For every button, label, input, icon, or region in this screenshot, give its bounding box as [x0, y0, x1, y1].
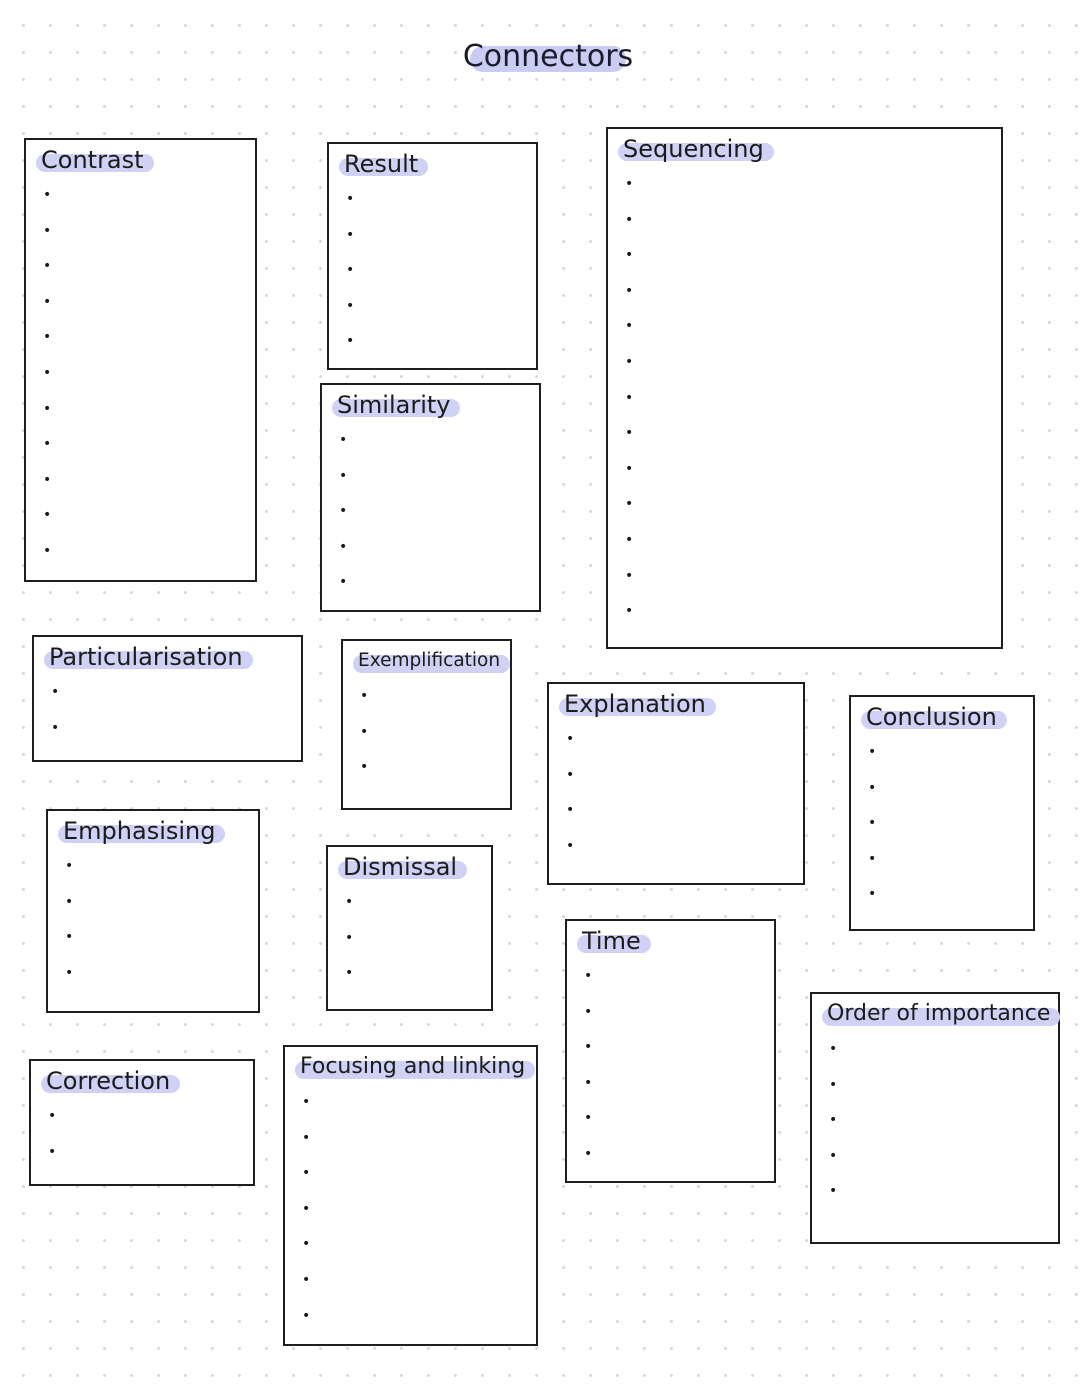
connector-item	[26, 463, 255, 499]
correction-box	[29, 1059, 255, 1186]
connector-item	[48, 849, 258, 885]
connector-item	[608, 523, 1001, 559]
connector-item	[26, 534, 255, 570]
connector-item	[329, 324, 536, 360]
connector-item	[812, 1068, 1058, 1104]
section-heading: Similarity	[337, 391, 451, 419]
connector-item	[322, 530, 539, 566]
connector-item	[608, 452, 1001, 488]
connector-item	[26, 249, 255, 285]
connector-item	[851, 771, 1033, 807]
similarity-box	[320, 383, 541, 612]
time-box	[565, 919, 776, 1183]
connector-item	[851, 842, 1033, 878]
connector-item	[26, 427, 255, 463]
connector-item	[608, 238, 1001, 274]
page-title: Connectors	[470, 36, 626, 76]
connector-list	[343, 679, 510, 786]
connector-item	[322, 494, 539, 530]
connector-item	[608, 345, 1001, 381]
result-box	[327, 142, 538, 370]
connector-list	[31, 1099, 253, 1170]
connector-list	[549, 722, 803, 864]
connector-item	[26, 214, 255, 250]
connector-list	[322, 423, 539, 601]
connector-item	[851, 735, 1033, 771]
connector-item	[549, 722, 803, 758]
connector-item	[285, 1192, 536, 1228]
section-heading: Sequencing	[623, 135, 764, 163]
connector-list	[812, 1032, 1058, 1210]
connector-item	[567, 1101, 774, 1137]
conclusion-box	[849, 695, 1035, 931]
connector-item	[812, 1032, 1058, 1068]
exemplification-box	[341, 639, 512, 810]
connector-item	[26, 320, 255, 356]
connector-item	[328, 885, 491, 921]
connector-item	[285, 1227, 536, 1263]
connector-item	[329, 218, 536, 254]
connector-item	[26, 285, 255, 321]
connector-list	[608, 167, 1001, 630]
connector-item	[329, 182, 536, 218]
connector-item	[851, 806, 1033, 842]
connector-item	[608, 274, 1001, 310]
connector-list	[26, 178, 255, 570]
connector-item	[608, 167, 1001, 203]
connector-item	[608, 594, 1001, 630]
connector-item	[608, 309, 1001, 345]
connector-list	[567, 959, 774, 1173]
focusing-and-linking-box	[283, 1045, 538, 1346]
connector-item	[328, 921, 491, 957]
connector-item	[328, 956, 491, 992]
explanation-box	[547, 682, 805, 885]
connector-item	[322, 423, 539, 459]
connector-item	[31, 1135, 253, 1171]
connector-item	[851, 877, 1033, 913]
connector-item	[608, 487, 1001, 523]
connector-list	[328, 885, 491, 992]
connector-list	[329, 182, 536, 360]
connector-item	[285, 1121, 536, 1157]
connector-list	[34, 675, 301, 746]
connector-item	[26, 356, 255, 392]
connector-list	[48, 849, 258, 991]
section-heading: Correction	[46, 1067, 171, 1095]
contrast-box	[24, 138, 257, 582]
connector-item	[26, 498, 255, 534]
section-heading: Contrast	[41, 146, 144, 174]
connector-item	[322, 459, 539, 495]
section-heading: Conclusion	[866, 703, 997, 731]
emphasising-box	[46, 809, 260, 1013]
connector-item	[34, 711, 301, 747]
connector-item	[567, 1030, 774, 1066]
connector-item	[549, 793, 803, 829]
connector-item	[608, 416, 1001, 452]
section-heading: Focusing and linking	[298, 1051, 527, 1083]
connector-item	[48, 885, 258, 921]
connector-item	[329, 289, 536, 325]
section-heading: Dismissal	[343, 853, 458, 881]
particularisation-box	[32, 635, 303, 762]
section-heading: Time	[582, 927, 641, 955]
connector-item	[567, 1137, 774, 1173]
connector-item	[608, 559, 1001, 595]
section-heading: Particularisation	[49, 643, 243, 671]
section-heading: Exemplification	[356, 645, 502, 677]
section-heading: Explanation	[564, 690, 706, 718]
connector-item	[549, 829, 803, 865]
sequencing-box	[606, 127, 1003, 649]
dismissal-box	[326, 845, 493, 1011]
connector-item	[343, 679, 510, 715]
connector-item	[567, 1066, 774, 1102]
connector-item	[285, 1156, 536, 1192]
connector-item	[285, 1263, 536, 1299]
connector-item	[329, 253, 536, 289]
connector-item	[812, 1139, 1058, 1175]
connector-item	[343, 715, 510, 751]
connector-item	[26, 392, 255, 428]
connector-item	[285, 1085, 536, 1121]
connector-list	[851, 735, 1033, 913]
section-heading: Result	[344, 150, 419, 178]
order-of-importance-box	[810, 992, 1060, 1244]
connector-item	[812, 1103, 1058, 1139]
connector-item	[608, 203, 1001, 239]
connector-item	[48, 920, 258, 956]
connector-item	[48, 956, 258, 992]
connector-item	[812, 1174, 1058, 1210]
connector-item	[567, 959, 774, 995]
connector-item	[608, 381, 1001, 417]
connector-item	[285, 1299, 536, 1335]
connector-list	[285, 1085, 536, 1334]
connector-item	[34, 675, 301, 711]
connector-item	[31, 1099, 253, 1135]
section-heading: Emphasising	[63, 817, 216, 845]
connector-item	[322, 565, 539, 601]
connector-item	[549, 758, 803, 794]
connector-item	[26, 178, 255, 214]
section-heading: Order of importance	[825, 998, 1052, 1030]
connector-item	[343, 750, 510, 786]
connector-item	[567, 995, 774, 1031]
